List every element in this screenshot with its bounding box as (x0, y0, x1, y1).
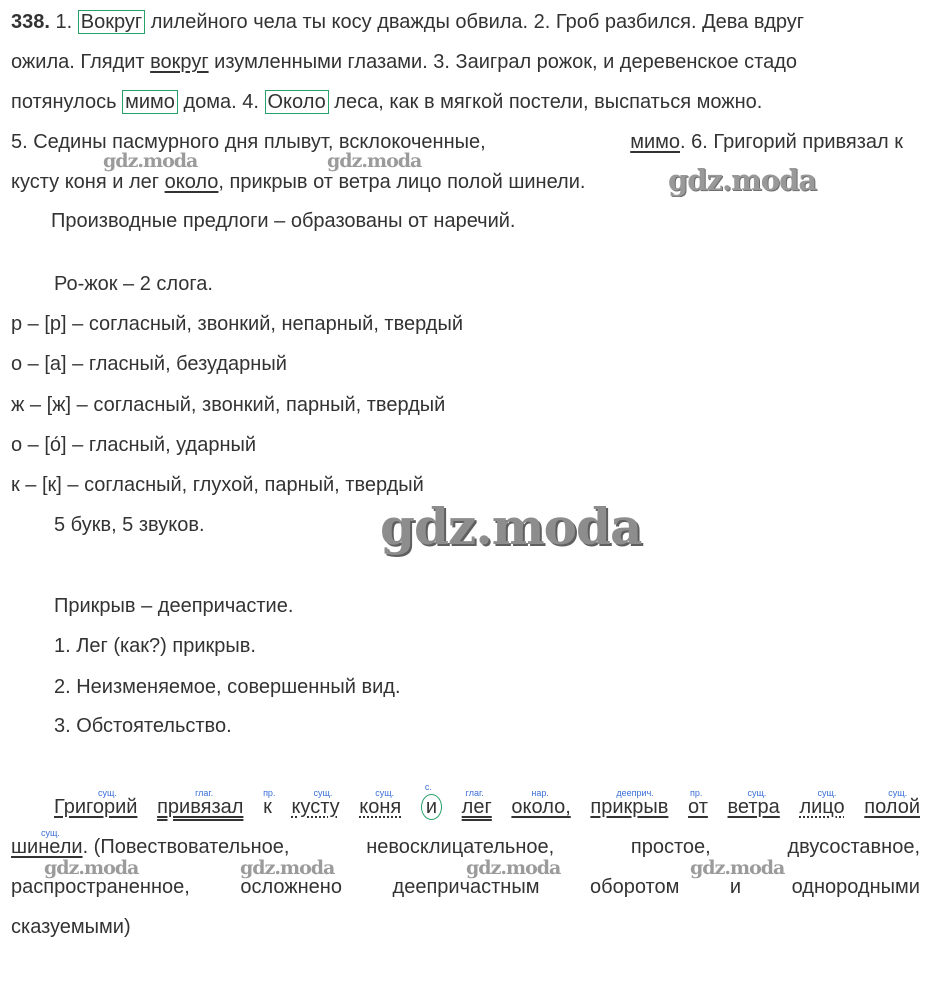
highlight-vokrug: Вокруг (78, 10, 145, 34)
parsed-word: глаг. лег (461, 788, 492, 818)
watermark: gdz.moda (690, 857, 785, 879)
phonetic-row: о – [о́] – гласный, ударный (11, 434, 257, 456)
exercise-line-5: кусту коня и лег около, прикрыв от ветра лицо полой шинели. (11, 171, 586, 193)
parsed-sentence-line-1 (54, 782, 920, 819)
watermark: gdz.moda (44, 857, 139, 879)
phonetic-row: к – [к] – согласный, глухой, парный, твердый (11, 474, 424, 496)
watermark: gdz.moda (668, 163, 817, 197)
parsed-word: глаг. привязал (157, 788, 244, 818)
parsed-sentence-line-2: сущ. шинели. (Повествовательное, невосклицательное, простое, двусоставное, (11, 828, 920, 858)
parsed-word: сущ. шинели. (Повествовательное, (11, 828, 290, 858)
phonetic-row: ж – [ж] – согласный, звонкий, парный, твердый (11, 394, 446, 416)
morph-item: 3. Обстоятельство. (54, 715, 232, 737)
exercise-line-4: 5. Седины пасмурного дня плывут, всклокоченные, мимо. 6. Григорий привязал к (11, 131, 903, 153)
parsed-sentence-line-3: распространенное, осложнено деепричастным оборотом и однородными (11, 876, 920, 898)
watermark: gdz.moda (466, 857, 561, 879)
parsed-sentence-line-4: сказуемыми) (11, 916, 131, 938)
highlight-mimo: мимо (122, 90, 178, 114)
parsed-word: сущ. ветра (727, 788, 780, 818)
parsed-word: сущ. коня (359, 788, 402, 818)
exercise-line-3: потянулось мимо дома. 4. Около леса, как в мягкой постели, выспаться можно. (11, 91, 763, 113)
underlined-mimo: мимо (630, 131, 681, 153)
morph-item: 2. Неизменяемое, совершенный вид. (54, 676, 401, 698)
parsed-word-conjunction: с. и (421, 795, 442, 819)
parsed-word: пр. к (263, 788, 276, 818)
watermark: gdz.moda (380, 497, 642, 556)
phonetic-summary: 5 букв, 5 звуков. (54, 514, 205, 536)
exercise-number: 338. (11, 11, 50, 33)
parsed-word: сущ. полой (864, 788, 920, 818)
morph-item: 1. Лег (как?) прикрыв. (54, 635, 256, 657)
exercise-line-1: 338. 1. Вокруг лилейного чела ты косу дважды обвила. 2. Гроб разбился. Дева вдруг (11, 11, 805, 33)
parsed-word: дееприч. прикрыв (590, 788, 669, 818)
morph-title: Прикрыв – деепричастие. (54, 595, 294, 617)
highlight-okolo: Около (265, 90, 329, 114)
phonetic-title: Ро-жок – 2 слога. (54, 273, 213, 295)
parsed-word: пр. от (688, 788, 708, 818)
parsed-word: нар. около, (511, 788, 571, 818)
phonetic-row: р – [р] – согласный, звонкий, непарный, твердый (11, 313, 463, 335)
phonetic-row: о – [а] – гласный, безударный (11, 353, 287, 375)
parsed-word: сущ. кусту (291, 788, 340, 818)
underlined-okolo: около (164, 171, 219, 193)
underlined-vokrug: вокруг (150, 51, 209, 73)
watermark: gdz.moda (103, 150, 198, 172)
watermark: gdz.moda (240, 857, 335, 879)
parsed-word: сущ. лицо (799, 788, 845, 818)
parsed-word: сущ. Григорий (54, 788, 138, 818)
watermark: gdz.moda (327, 150, 422, 172)
derived-prepositions-note: Производные предлоги – образованы от наречий. (51, 210, 516, 232)
exercise-line-2: ожила. Глядит вокруг изумленными глазами. 3. Заиграл рожок, и деревенское стадо (11, 51, 798, 73)
